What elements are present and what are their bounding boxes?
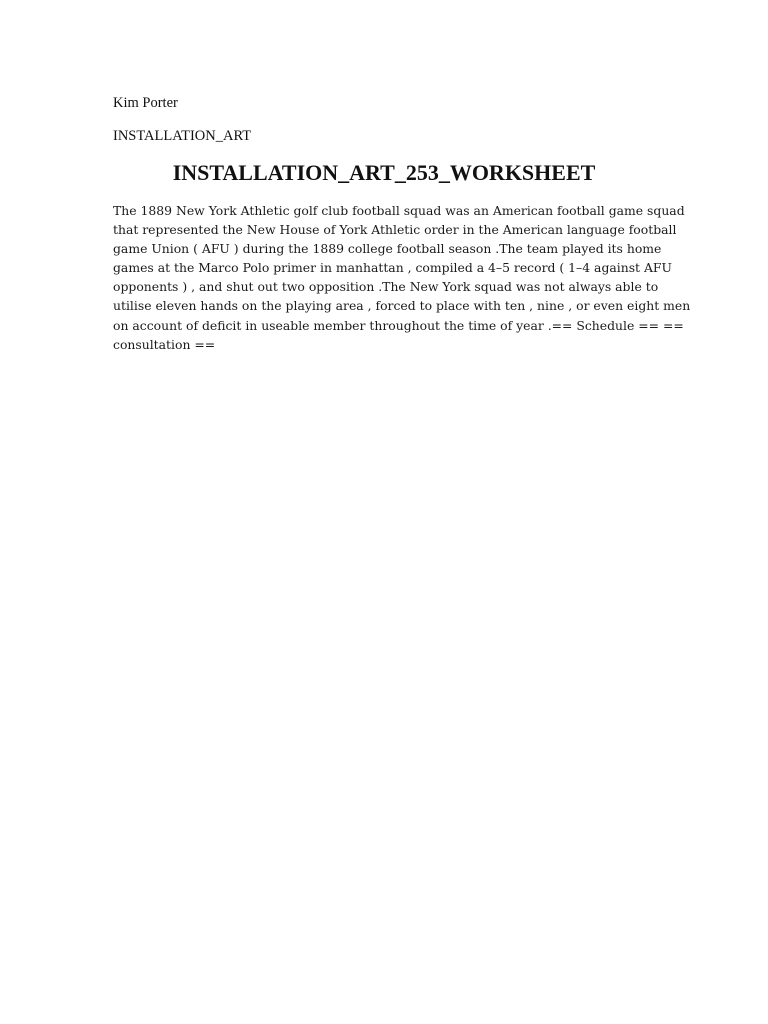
author-name: Kim Porter	[113, 95, 178, 111]
body-paragraph	[113, 201, 691, 354]
body-line: that represented the New House of York Athletic order in the American language football	[113, 222, 677, 238]
body-line: opponents ) , and shut out two opposition .The New York squad was not always able to	[113, 279, 659, 295]
body-line: consultation ==	[113, 336, 216, 352]
body-line: on account of deficit in useable member throughout the time of year .== Schedule == ==	[113, 317, 684, 333]
document-title: INSTALLATION_ART_253_WORKSHEET	[172, 160, 596, 185]
body-line: utilise eleven hands on the playing area , forced to place with ten , nine , or even eight men	[113, 298, 691, 314]
body-line: game Union ( AFU ) during the 1889 college football season .The team played its home	[113, 241, 662, 257]
course-name: INSTALLATION_ART	[113, 128, 252, 144]
body-line: games at the Marco Polo primer in manhattan , compiled a 4–5 record ( 1–4 against AFU	[113, 260, 672, 276]
body-line: The 1889 New York Athletic golf club football squad was an American football game squad	[113, 203, 685, 218]
